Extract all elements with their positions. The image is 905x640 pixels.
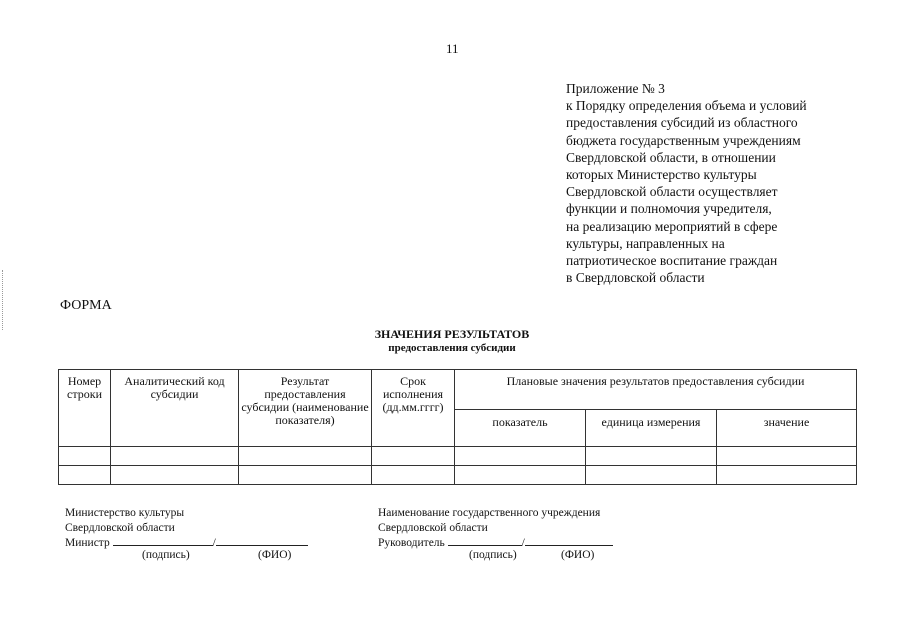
appendix-line: функции и полномочия учредителя, bbox=[566, 201, 772, 217]
director-role: Руководитель bbox=[378, 537, 445, 549]
table-cell bbox=[586, 466, 717, 485]
appendix-line: Свердловской области, в отношении bbox=[566, 149, 776, 165]
document-title: ЗНАЧЕНИЯ РЕЗУЛЬТАТОВ bbox=[374, 327, 530, 341]
minister-role: Министр bbox=[65, 537, 110, 549]
page-number: 11 bbox=[446, 41, 459, 56]
form-label: ФОРМА bbox=[60, 298, 112, 313]
table-cell bbox=[59, 466, 111, 485]
minister-signature-caption: (подпись) bbox=[142, 549, 190, 561]
appendix-line: на реализацию мероприятий в сфере bbox=[566, 218, 778, 234]
institution-region: Свердловской области bbox=[378, 521, 488, 534]
header-deadline: Срок исполнения (дд.мм.гггг) bbox=[372, 370, 455, 447]
appendix-line: к Порядку определения объема и условий bbox=[566, 98, 807, 114]
appendix-line: культуры, направленных на bbox=[566, 235, 725, 251]
table-cell bbox=[239, 447, 372, 466]
table-cell bbox=[239, 466, 372, 485]
table-cell bbox=[59, 447, 111, 466]
header-analytic-code: Аналитический код субсидии bbox=[111, 370, 239, 447]
table-row bbox=[59, 466, 857, 485]
header-indicator: показатель bbox=[455, 410, 586, 447]
appendix-block bbox=[566, 80, 866, 286]
name-underline bbox=[525, 535, 613, 546]
header-unit: единица измерения bbox=[586, 410, 717, 447]
table-cell bbox=[455, 447, 586, 466]
appendix-line: патриотическое воспитание граждан bbox=[566, 253, 778, 269]
minister-signature-line: Министр / bbox=[65, 535, 308, 551]
signature-block-institution bbox=[378, 506, 613, 551]
table-cell bbox=[717, 466, 857, 485]
header-planned-values: Плановые значения результатов предоставления субсидии bbox=[455, 370, 857, 410]
table-cell bbox=[717, 447, 857, 466]
table-cell bbox=[586, 447, 717, 466]
appendix-line: Свердловской области осуществляет bbox=[566, 184, 778, 200]
minister-name-caption: (ФИО) bbox=[258, 549, 292, 561]
header-row-number: Номер строки bbox=[59, 370, 111, 447]
director-name-caption: (ФИО) bbox=[561, 549, 595, 561]
table-row bbox=[59, 447, 857, 466]
ministry-region: Свердловской области bbox=[65, 521, 175, 534]
results-table bbox=[58, 369, 857, 485]
name-underline bbox=[216, 535, 308, 546]
institution-name: Наименование государственного учреждения bbox=[378, 507, 601, 519]
table-cell bbox=[111, 447, 239, 466]
appendix-line: Приложение № 3 bbox=[566, 81, 665, 96]
header-value: значение bbox=[717, 410, 857, 447]
signature-underline bbox=[113, 535, 213, 546]
appendix-line: бюджета государственным учреждениям bbox=[566, 132, 801, 148]
header-result: Результат предоставления субсидии (наименование показателя) bbox=[239, 370, 372, 447]
ministry-name: Министерство культуры bbox=[65, 507, 185, 519]
appendix-line: которых Министерство культуры bbox=[566, 167, 757, 183]
document-subtitle: предоставления субсидии bbox=[388, 342, 516, 354]
director-signature-line: Руководитель / bbox=[378, 535, 613, 551]
signature-block-ministry bbox=[65, 506, 308, 551]
table-cell bbox=[372, 447, 455, 466]
table-cell bbox=[111, 466, 239, 485]
appendix-line: предоставления субсидий из областного bbox=[566, 115, 798, 131]
director-signature-caption: (подпись) bbox=[469, 549, 517, 561]
signature-underline bbox=[448, 535, 522, 546]
table-cell bbox=[372, 466, 455, 485]
table-cell bbox=[455, 466, 586, 485]
appendix-line: в Свердловской области bbox=[566, 270, 705, 286]
edge-scan-marks bbox=[2, 270, 6, 330]
